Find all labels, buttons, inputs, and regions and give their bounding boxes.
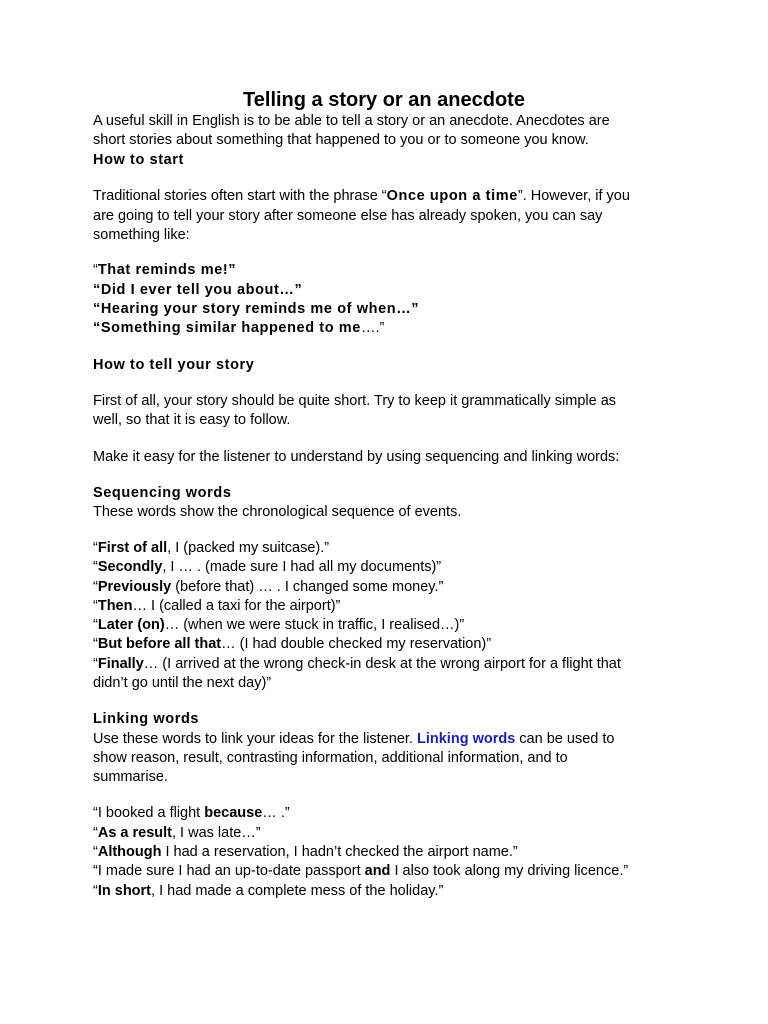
sequencing-example-continuation: didn’t go until the next day)”: [93, 675, 272, 691]
sequencing-example: “Secondly, I … . (made sure I had all my documents)”: [93, 559, 442, 575]
heading-how-to-tell: How to tell your story: [93, 357, 255, 373]
linking-words-link[interactable]: Linking words: [417, 731, 516, 747]
phrase-item: “Hearing your story reminds me of when…”: [93, 301, 420, 317]
document-title: Telling a story or an anecdote: [243, 89, 525, 111]
intro-line-2: short stories about something that happened to you or to someone you know.: [93, 132, 589, 148]
linking-example: “In short, I had made a complete mess of the holiday.”: [93, 883, 444, 899]
linking-example: “I made sure I had an up-to-date passport and I also took along my driving licence.”: [93, 863, 629, 879]
linking-para-line-3: summarise.: [93, 769, 168, 785]
heading-how-to-start: How to start: [93, 152, 184, 168]
how-to-tell-para-line-1: First of all, your story should be quite short. Try to keep it grammatically simple as: [93, 393, 617, 409]
linking-para-line-2: show reason, result, contrasting information, additional information, and to: [93, 750, 568, 766]
how-to-tell-para-line-2: well, so that it is easy to follow.: [93, 412, 291, 428]
phrase-item: “Something similar happened to me….”: [93, 320, 385, 336]
sequencing-example: “Later (on)… (when we were stuck in traffic, I realised…)”: [93, 617, 465, 633]
sequencing-example: “But before all that… (I had double checked my reservation)”: [93, 636, 492, 652]
linking-para-line-1: Use these words to link your ideas for the listener. Linking words can be used to: [93, 731, 615, 747]
how-to-tell-para-2: Make it easy for the listener to understand by using sequencing and linking words:: [93, 449, 620, 465]
linking-example: “I booked a flight because… .”: [93, 805, 290, 821]
how-to-start-para-line-2: are going to tell your story after someone else has already spoken, you can say: [93, 208, 603, 224]
heading-sequencing-words: Sequencing words: [93, 485, 232, 501]
sequencing-example: “Finally… (I arrived at the wrong check-in desk at the wrong airport for a flight that: [93, 656, 621, 672]
heading-linking-words: Linking words: [93, 711, 200, 727]
intro-line-1: A useful skill in English is to be able to tell a story or an anecdote. Anecdotes are: [93, 113, 610, 129]
sequencing-example: “Previously (before that) … . I changed some money.”: [93, 579, 444, 595]
linking-example: “As a result, I was late…”: [93, 825, 261, 841]
how-to-start-para-line-1: Traditional stories often start with the phrase “Once upon a time”. However, if you: [93, 188, 630, 204]
linking-example: “Although I had a reservation, I hadn’t checked the airport name.”: [93, 844, 518, 860]
sequencing-example: “First of all, I (packed my suitcase).”: [93, 540, 330, 556]
sequencing-description: These words show the chronological sequence of events.: [93, 504, 462, 520]
how-to-start-para-line-3: something like:: [93, 227, 190, 243]
sequencing-example: “Then… I (called a taxi for the airport)”: [93, 598, 341, 614]
phrase-item: “Did I ever tell you about…”: [93, 282, 303, 298]
phrase-item: “That reminds me!”: [93, 262, 237, 278]
